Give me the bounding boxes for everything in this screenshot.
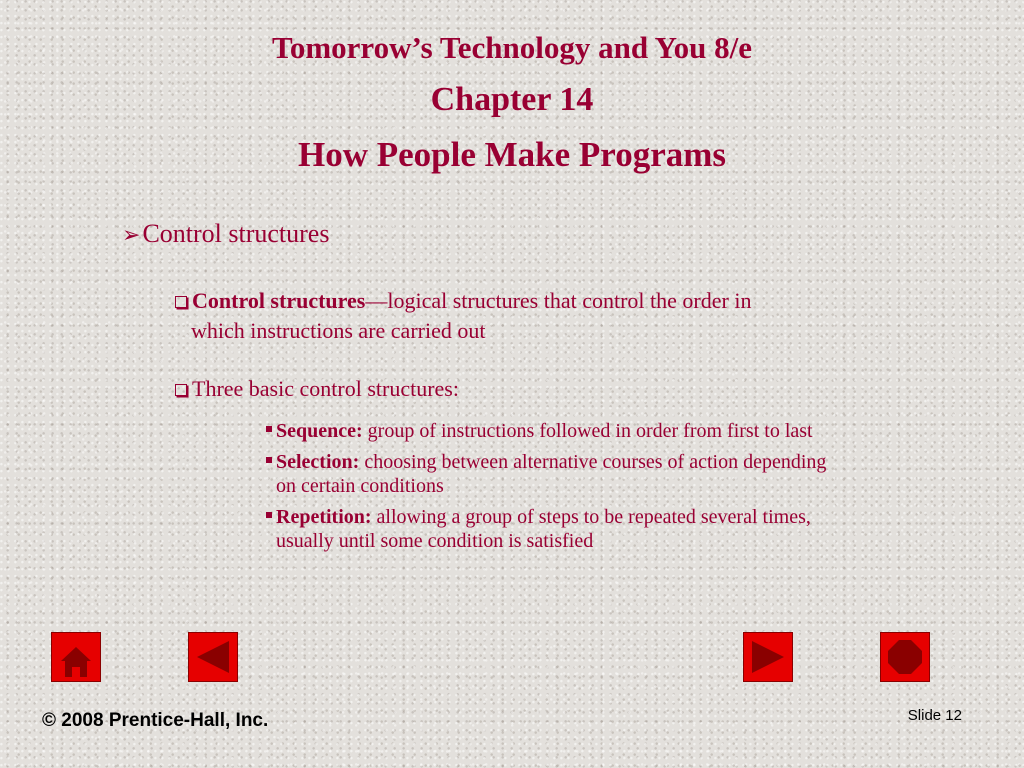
title-line-1: Tomorrow’s Technology and You 8/e xyxy=(271,30,752,65)
subitem-term: Sequence: xyxy=(276,420,363,442)
bullet-control-structures xyxy=(175,288,751,314)
subitem-term: Repetition: xyxy=(276,506,372,528)
bullet-text: Three basic control structures: xyxy=(192,376,459,401)
square-bullet-icon xyxy=(266,512,272,518)
bullet-term: Control structures xyxy=(192,288,366,313)
square-bullet-icon xyxy=(266,426,272,432)
arrow-bullet-icon: ➢ xyxy=(122,223,141,248)
slide-number: Slide 12 xyxy=(907,707,962,724)
next-icon xyxy=(744,633,792,681)
previous-icon xyxy=(189,633,237,681)
title-line-3: How People Make Programs xyxy=(297,135,726,174)
bullet-continuation: which instructions are carried out xyxy=(191,318,486,343)
square-bullet-icon xyxy=(266,457,272,463)
subitem-text: group of instructions followed in order from first to last xyxy=(362,420,813,442)
subitem-continuation: usually until some condition is satisfied xyxy=(276,530,594,552)
subitem-term: Selection: xyxy=(276,451,360,473)
subitem-sequence xyxy=(266,420,813,443)
subitem-selection xyxy=(266,451,826,474)
subitem-text: allowing a group of steps to be repeated several times, xyxy=(371,506,811,528)
copyright: © 2008 Prentice-Hall, Inc. xyxy=(42,710,269,731)
checkbox-bullet-icon xyxy=(175,384,187,396)
heading-control-structures xyxy=(122,219,329,249)
subitem-repetition xyxy=(266,506,811,529)
bullet-definition: —logical structures that control the order in xyxy=(365,288,752,313)
home-icon xyxy=(52,633,100,681)
subitem-continuation: on certain conditions xyxy=(276,475,444,497)
stop-button[interactable] xyxy=(880,632,930,682)
checkbox-bullet-icon xyxy=(175,296,187,308)
bullet-three-structures xyxy=(175,376,459,402)
previous-button[interactable] xyxy=(188,632,238,682)
stop-icon xyxy=(881,633,929,681)
title-line-2: Chapter 14 xyxy=(430,81,594,118)
heading-text: Control structures xyxy=(142,219,330,248)
home-button[interactable] xyxy=(51,632,101,682)
next-button[interactable] xyxy=(743,632,793,682)
subitem-text: choosing between alternative courses of action depending xyxy=(359,451,827,473)
